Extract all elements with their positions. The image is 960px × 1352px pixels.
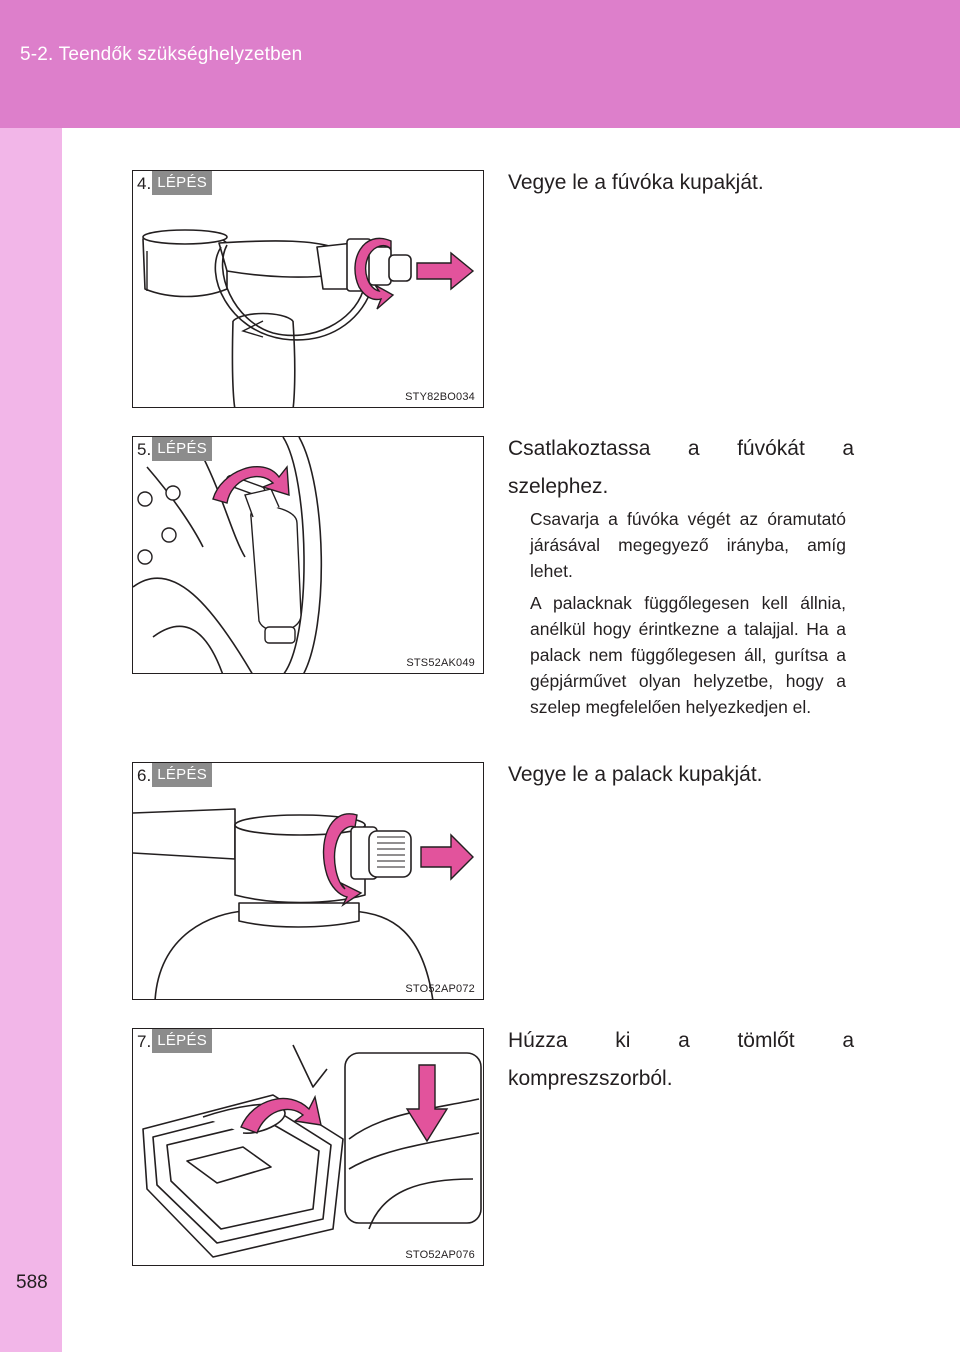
step-6-instruction: Vegye le a palack kupakját.: [508, 763, 763, 786]
figure-code: STY82BO034: [405, 391, 475, 403]
step-4-instruction: Vegye le a fúvóka kupakját.: [508, 171, 764, 194]
side-band: [0, 128, 62, 1352]
nozzle-cap-illustration: [133, 171, 484, 408]
step-label: LÉPÉS: [152, 437, 212, 461]
step-6-figure: [132, 762, 484, 1000]
step-badge: [133, 437, 212, 461]
bottle-cap-illustration: [133, 763, 484, 1000]
nozzle-valve-illustration: [133, 437, 484, 674]
figure-code: STS52AK049: [406, 657, 475, 669]
step-number: 7.: [133, 1029, 152, 1053]
page-header: [0, 0, 960, 128]
step-number: 4.: [133, 171, 152, 195]
step-5-instruction: Csatlakoztassa a fúvókát a szelephez.: [508, 437, 854, 498]
step-number: 6.: [133, 763, 152, 787]
step-4-figure: [132, 170, 484, 408]
step-badge: [133, 763, 212, 787]
step-number: 5.: [133, 437, 152, 461]
step-badge: [133, 171, 212, 195]
pull-arrow-icon: [417, 253, 473, 289]
figure-code: STO52AP076: [405, 1249, 475, 1261]
step-badge: [133, 1029, 212, 1053]
step-5-note-2: A palacknak függőlegesen kell állnia, anélkül hogy érintkezne a talajjal. Ha a palack nem függőlegesen áll, gurítsa a gépjárművet olyan helyzetbe, hogy a szelep megfelelően helyezkedjen el.: [530, 593, 846, 717]
step-5-note-1: Csavarja a fúvóka végét az óramutató járásával megegyező irányba, amíg lehet.: [530, 509, 846, 581]
step-label: LÉPÉS: [152, 171, 212, 195]
pull-arrow-icon: [421, 835, 473, 879]
step-label: LÉPÉS: [152, 763, 212, 787]
page-number: 588: [16, 1272, 48, 1293]
step-7-figure: [132, 1028, 484, 1266]
compressor-hose-illustration: [133, 1029, 484, 1266]
step-7-instruction: Húzza ki a tömlőt a kompreszszorból.: [508, 1029, 854, 1090]
step-5-figure: [132, 436, 484, 674]
step-label: LÉPÉS: [152, 1029, 212, 1053]
figure-code: STO52AP072: [405, 983, 475, 995]
section-title: 5-2. Teendők szükséghelyzetben: [20, 44, 303, 65]
